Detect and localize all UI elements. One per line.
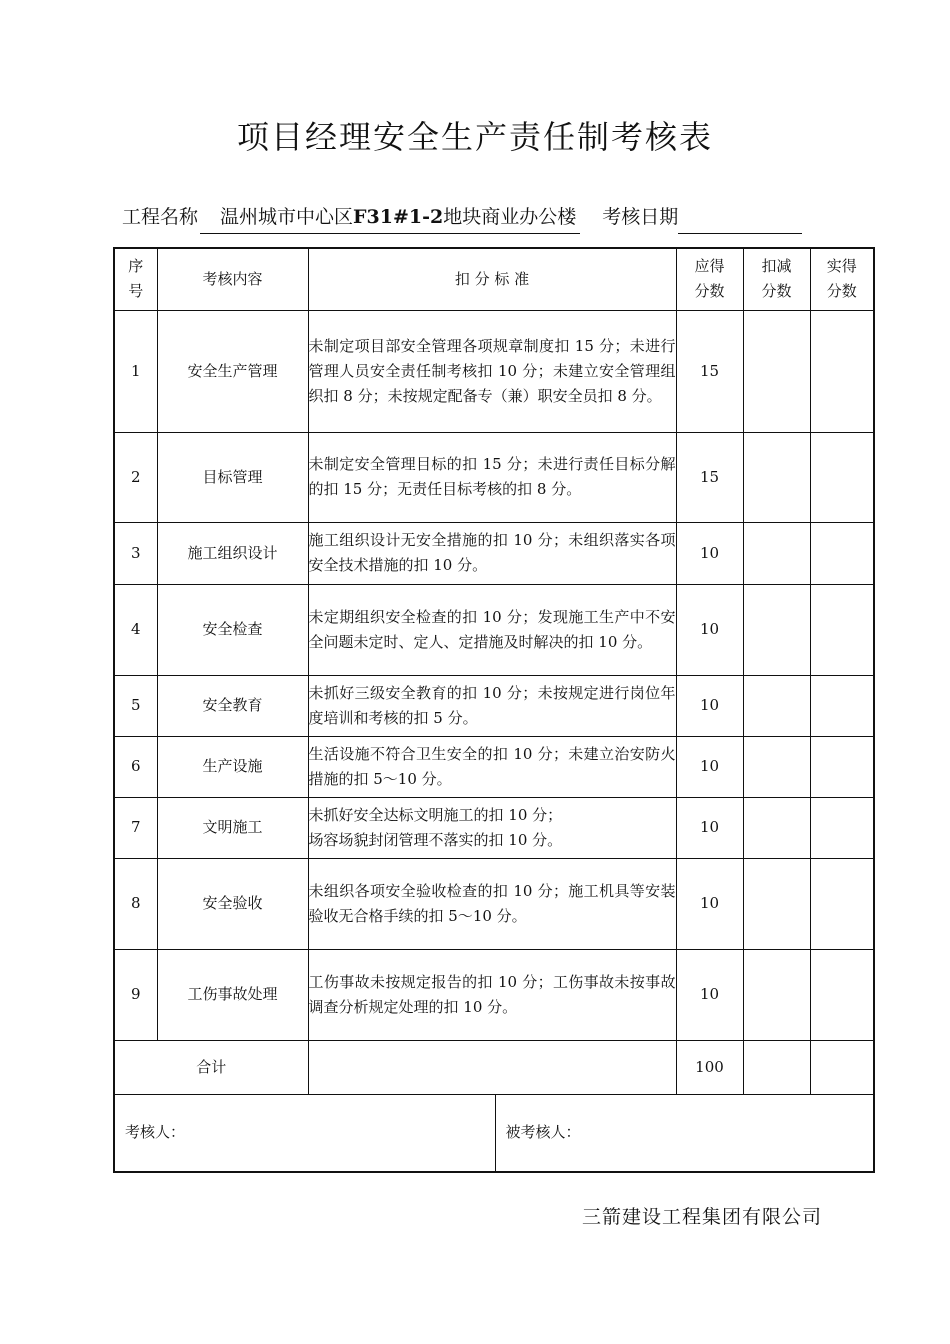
row-standard-line: 未抓好安全达标文明施工的扣 10 分；	[308, 805, 563, 824]
row-standard: 生活设施不符合卫生安全的扣 10 分；未建立治安防火措施的扣 5～10 分。	[308, 736, 676, 797]
row-standard: 施工组织设计无安全措施的扣 10 分；未组织落实各项安全技术措施的扣 10 分。	[308, 522, 676, 584]
assessment-table	[113, 247, 875, 1173]
row-score: 10	[676, 675, 743, 736]
signature-cell	[114, 1094, 874, 1172]
row-content: 施工组织设计	[157, 522, 308, 584]
header-standard: 扣 分 标 准	[308, 248, 676, 310]
row-seq: 3	[114, 522, 157, 584]
table-row	[114, 949, 874, 1040]
row-score: 10	[676, 522, 743, 584]
row-seq: 6	[114, 736, 157, 797]
header-seq: 序 号	[114, 248, 157, 310]
row-actual-field[interactable]	[810, 310, 874, 432]
row-deduct-field[interactable]	[743, 797, 810, 858]
row-standard: 未制定安全管理目标的扣 15 分；未进行责任目标分解的扣 15 分；无责任目标考核的扣 8 分。	[308, 432, 676, 522]
project-name-label: 工程名称	[122, 206, 199, 228]
row-content: 安全教育	[157, 675, 308, 736]
table-row	[114, 432, 874, 522]
row-deduct-field[interactable]	[743, 310, 810, 432]
row-deduct-field[interactable]	[743, 858, 810, 949]
row-score: 10	[676, 736, 743, 797]
project-name-suffix: 地块商业办公楼	[443, 206, 577, 228]
row-content: 安全生产管理	[157, 310, 308, 432]
table-row	[114, 675, 874, 736]
assessor-signature-field[interactable]: 考核人：	[115, 1095, 495, 1171]
row-score: 10	[676, 949, 743, 1040]
row-seq: 9	[114, 949, 157, 1040]
total-label: 合计	[114, 1040, 308, 1094]
project-name-prefix: 温州城市中心区	[220, 206, 354, 228]
total-row	[114, 1040, 874, 1094]
table-row	[114, 797, 874, 858]
table-row	[114, 310, 874, 432]
row-seq: 7	[114, 797, 157, 858]
total-actual-field[interactable]	[810, 1040, 874, 1094]
header-deduct: 扣减 分数	[743, 248, 810, 310]
row-score: 15	[676, 432, 743, 522]
row-deduct-field[interactable]	[743, 584, 810, 675]
header-score: 应得 分数	[676, 248, 743, 310]
row-actual-field[interactable]	[810, 675, 874, 736]
company-name: 三箭建设工程集团有限公司	[582, 1206, 823, 1228]
row-seq: 5	[114, 675, 157, 736]
row-content: 生产设施	[157, 736, 308, 797]
row-score: 10	[676, 797, 743, 858]
row-content: 安全检查	[157, 584, 308, 675]
row-standard: 未组织各项安全验收检查的扣 10 分；施工机具等安装验收无合格手续的扣 5～10 分。	[308, 858, 676, 949]
table-row	[114, 736, 874, 797]
row-deduct-field[interactable]	[743, 675, 810, 736]
header-content: 考核内容	[157, 248, 308, 310]
page-title: 项目经理安全生产责任制考核表	[236, 118, 713, 156]
row-score: 10	[676, 584, 743, 675]
signature-row	[114, 1094, 874, 1172]
row-score: 10	[676, 858, 743, 949]
row-standard: 未定期组织安全检查的扣 10 分；发现施工生产中不安全问题未定时、定人、定措施及时解决的扣 10 分。	[308, 584, 676, 675]
row-standard: 工伤事故未按规定报告的扣 10 分；工伤事故未按事故调查分析规定处理的扣 10 分。	[308, 949, 676, 1040]
row-content: 目标管理	[157, 432, 308, 522]
project-name-code: F31#1-2	[353, 206, 444, 228]
assessment-date-field[interactable]	[678, 211, 802, 234]
assessee-signature-field[interactable]: 被考核人：	[505, 1123, 581, 1141]
total-score: 100	[676, 1040, 743, 1094]
row-actual-field[interactable]	[810, 949, 874, 1040]
row-seq: 4	[114, 584, 157, 675]
total-deduct-field[interactable]	[743, 1040, 810, 1094]
project-info	[122, 202, 802, 234]
row-actual-field[interactable]	[810, 432, 874, 522]
row-content: 安全验收	[157, 858, 308, 949]
total-standard	[308, 1040, 676, 1094]
assessment-date-label: 考核日期	[602, 206, 679, 228]
row-deduct-field[interactable]	[743, 736, 810, 797]
signature-table	[115, 1095, 873, 1171]
row-standard-line: 场容场貌封闭管理不落实的扣 10 分。	[308, 830, 563, 849]
row-score: 15	[676, 310, 743, 432]
row-actual-field[interactable]	[810, 797, 874, 858]
header-actual: 实得 分数	[810, 248, 874, 310]
row-deduct-field[interactable]	[743, 522, 810, 584]
project-name-value	[200, 202, 580, 234]
row-standard	[308, 797, 676, 858]
header-row	[114, 248, 874, 310]
row-actual-field[interactable]	[810, 736, 874, 797]
row-seq: 2	[114, 432, 157, 522]
row-seq: 1	[114, 310, 157, 432]
row-actual-field[interactable]	[810, 584, 874, 675]
table-row	[114, 858, 874, 949]
row-content: 工伤事故处理	[157, 949, 308, 1040]
row-actual-field[interactable]	[810, 522, 874, 584]
table-row	[114, 522, 874, 584]
row-standard: 未制定项目部安全管理各项规章制度扣 15 分；未进行管理人员安全责任制考核扣 10 分；未建立安全管理组织扣 8 分；未按规定配备专（兼）职安全员扣 8 分。	[308, 310, 676, 432]
row-seq: 8	[114, 858, 157, 949]
row-deduct-field[interactable]	[743, 432, 810, 522]
row-deduct-field[interactable]	[743, 949, 810, 1040]
row-content: 文明施工	[157, 797, 308, 858]
row-standard: 未抓好三级安全教育的扣 10 分；未按规定进行岗位年度培训和考核的扣 5 分。	[308, 675, 676, 736]
row-actual-field[interactable]	[810, 858, 874, 949]
table-row	[114, 584, 874, 675]
